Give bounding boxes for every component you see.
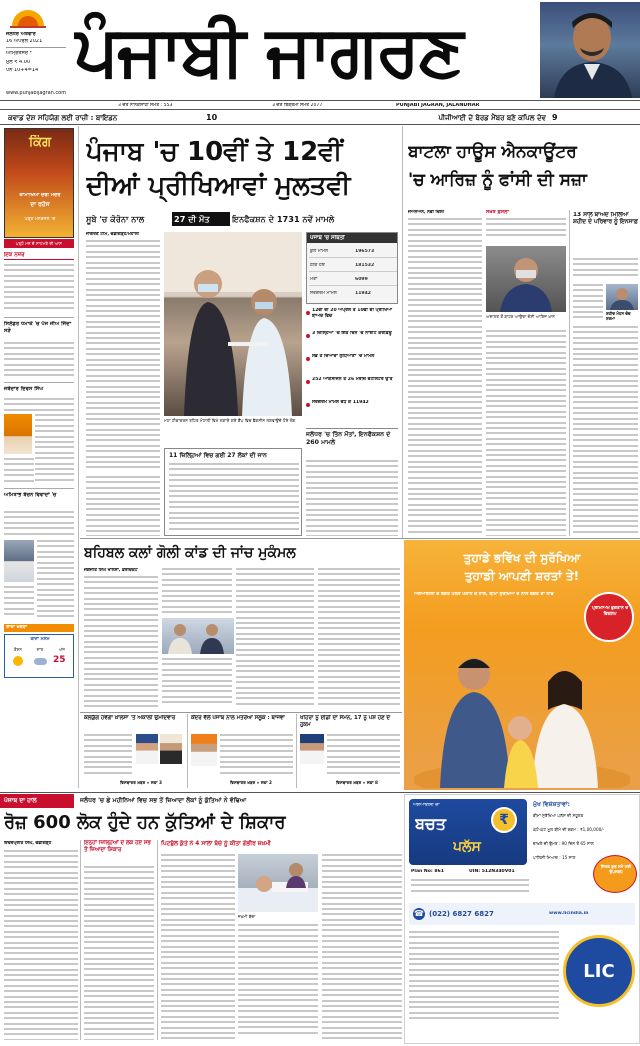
- bottom-sub-2-body-c: [322, 854, 402, 1040]
- plan-number: Plan No: 861: [411, 869, 444, 874]
- left-sidebar: [0, 126, 76, 790]
- bullet-item: [306, 377, 398, 397]
- magazine-ad-footer: [4, 239, 74, 248]
- lead-subhead: [86, 212, 392, 226]
- sidebar-photo-1: [4, 414, 32, 454]
- sub-story-1-continue[interactable]: ਵਿਸਥਾਰਤ ਖ਼ਬਰ » ਸਫ਼ਾ 3: [120, 780, 162, 785]
- contact-row: [409, 903, 635, 925]
- bullet-dot-icon: [306, 357, 310, 361]
- sub-story-1-headline[interactable]: ਕਲਯੁੱਗ ਹੋਵੇਗਾ ਖ਼ਾਲਸਾ 'ਤੇ ਅਕਾਲੀ ਉਮੀਦਵਾਰ: [84, 715, 176, 721]
- bahibal-body-col-2: [162, 568, 232, 616]
- stats-row-2-label: ਠੀਕ ਹੋਏ: [310, 263, 325, 268]
- magazine-ad-title: ਕਿੰਗ: [28, 135, 52, 150]
- lead-photo-caption: ਮਹਾ ਟੀਕਾਕਰਨ ਤਹਿਤ ਮੋਹਾਲੀ ਵਿਖੇ ਲਗਾਏ ਗਏ ਕੈਂਪ ਵਿਚ ਵੈਕਸੀਨ ਲਗਵਾਉਂਦੇ ਹੋਏ ਲੋਕ: [164, 418, 296, 423]
- bottom-body-col-1: [4, 850, 78, 1040]
- bahibal-body-col-3: [236, 568, 314, 708]
- stats-row-4-value: 11942: [355, 291, 371, 296]
- stats-row-4-label: ਸਰਗਰਮ ਮਾਮਲੇ: [310, 291, 337, 296]
- weather-box-label: ਤੀਜਾ ਮੌਸਮ: [30, 637, 50, 642]
- sidebar-brief-1-body: [4, 264, 74, 312]
- hospital-bed-icon: [238, 854, 318, 912]
- city-label: ਅੰਮ੍ਰਿਤਸਰ *: [6, 51, 33, 56]
- feature-item: ਬੀਮਾ ਸੁਰੱਖਿਆ ਪਲੱਸ ਦੀ ਸਹੂਲਤ: [533, 813, 584, 818]
- weather-cloud-icon: [34, 658, 47, 665]
- magazine-ad-sub2: ਦਾ ਰਹੱਸ: [30, 201, 50, 208]
- martyr-inset-name: ਸ਼ਹੀਦ ਮੋਹਨ ਚੰਦ ਸ਼ਰਮਾ: [606, 311, 631, 321]
- bullet-item: [306, 308, 398, 328]
- bahibal-body-col-4: [318, 568, 400, 708]
- plan-name-2: ਪਲੱਸ: [453, 839, 481, 855]
- bullet-item: [306, 331, 398, 351]
- bullet-item: [306, 354, 398, 374]
- sidebar-section-1: [4, 251, 74, 260]
- bullet-dot-icon: [306, 311, 310, 315]
- sub-story-body: [169, 463, 299, 533]
- sidebar-head-2[interactable]: ਜਥੇਦਾਰ ਦਿਵਸ ਸਿੰਘ: [4, 386, 44, 392]
- lic-website[interactable]: www.licindia.in: [549, 911, 589, 916]
- bullet-text: 252 ਆਕਸੀਜਨ ਤੇ 26 ਮਰੀਜ਼ ਵੈਂਟੀਲੇਟਰ ਉੱਤੇ: [312, 377, 393, 382]
- batla-accused-photo: [486, 246, 566, 312]
- sidebar-head-3[interactable]: ਅਮਿਤਾਭ ਬੱਚਨ ਵਿਵਾਦਾਂ 'ਚ: [4, 492, 57, 498]
- stats-row-2-value: 181532: [355, 263, 375, 268]
- stats-row-3-label: ਮੌਤਾਂ: [310, 277, 318, 282]
- teaser-right[interactable]: ਪੀਜੀਆਈ ਦੇ ਬੋਰਡ ਮੈਂਬਰ ਬਣੇ ਕਪਿਲ ਦੇਵ: [438, 114, 546, 122]
- page-count: ਪੰਨੇ 10+4=14: [6, 68, 39, 73]
- martyr-inset-photo: [606, 284, 638, 310]
- website-url[interactable]: www.punjabijagran.com: [6, 91, 67, 96]
- injured-child-photo: [238, 854, 318, 912]
- bullet-item: [306, 400, 398, 420]
- plan-uin: UIN: 512N340V01: [469, 869, 515, 874]
- sidebar-photo-2: [4, 540, 34, 582]
- lic-ad-bottom[interactable]: [404, 794, 640, 1044]
- nanakshahi-date: 3 ਚੇਤ ਨਾਨਕਸ਼ਾਹੀ ਸੰਮਤ : 553: [118, 103, 173, 108]
- rupee-coin-icon: ₹: [491, 807, 517, 833]
- issue-date: 16 ਅਪਰੈਲ 2021: [6, 39, 43, 44]
- sun-logo-icon: [6, 4, 50, 30]
- sub-story-headline[interactable]: 11 ਜ਼ਿਲ੍ਹਿਆਂ ਵਿਚ ਗਈ 27 ਲੋਕਾਂ ਦੀ ਜਾਨ: [169, 452, 267, 459]
- weather-box: [4, 634, 74, 678]
- feature-item: ਦਾਖ਼ਲੇ ਦੀ ਉਮਰ : 90 ਦਿਨ ਤੋਂ 65 ਸਾਲ: [533, 841, 594, 846]
- phone-icon: ☎: [414, 909, 424, 918]
- batla-headline-line-1[interactable]: ਬਾਟਲਾ ਹਾਊਸ ਐਨਕਾਊਂਟਰ: [408, 142, 577, 162]
- weather-row: [7, 647, 73, 675]
- bottom-sub-2-body-b: [238, 924, 318, 1040]
- magazine-ad-footer-text: ਪੜ੍ਹੋ ਮਨ ਦੇ ਸਾਹਮਣੇ ਦੀ ਆਸ: [15, 241, 63, 246]
- weather-temp: 25: [53, 655, 66, 665]
- batla-photo-caption: ਅਦਾਲਤ ਤੋਂ ਬਾਹਰ ਆਉਂਦਾ ਦੋਸ਼ੀ ਆਰਿਜ਼ ਖ਼ਾਨ: [486, 314, 555, 319]
- sidebar-brief-4c-body: [4, 586, 34, 620]
- plan-name-1: ਬਚਤ: [415, 814, 447, 833]
- sidebar-brief-3c-body: [4, 458, 34, 488]
- sub-story-1-body: [84, 734, 132, 778]
- sub-story-3-photo: [300, 734, 324, 764]
- bottom-byline: ਇੰਦਰਪ੍ਰੀਤ ਸਿੰਘ, ਚੰਡੀਗੜ੍ਹ: [4, 841, 52, 846]
- lead-subhead-b: 27 ਦੀ ਮੌਤ: [172, 212, 230, 226]
- bottom-sub-2-headline[interactable]: ਪਿਟਬੁੱਲ ਕੁੱਤੇ ਨੇ 4 ਸਾਲਾ ਬੱਚੇ ਨੂੰ ਕੀਤਾ ਗੰਭੀਰ ਜ਼ਖ਼ਮੀ: [161, 841, 271, 847]
- bullet-text: 12ਵੀਂ ਦੀ 20 ਅਪ੍ਰੈਲ ਤੇ 10ਵੀਂ ਦੀ ਪ੍ਰੀਖਿਆ ਬਾਅਦ ਵਿਚ: [312, 308, 393, 319]
- magazine-ad-sub1: ਕਾਮਾਖਿਆ ਦੇਵੀ ਮੰਦਰ: [19, 193, 61, 198]
- bottom-sub-1-headline[interactable]: ਇਨ੍ਹਾਂ ਜ਼ਿਲ੍ਹਿਆਂ ਦੇ ਲੋਕ ਹੋਏ ਸਭ ਤੋਂ ਜ਼ਿਆਦਾ ਸ਼ਿਕਾਰ: [84, 840, 151, 854]
- lic-logo-text: LIC: [583, 961, 615, 982]
- bachat-plus-logo: [409, 799, 527, 865]
- sub-story-1-photo-a: [136, 734, 158, 764]
- lic-ad-corner-badge: [593, 855, 637, 893]
- lic-ad-badge-text: ਪ੍ਰੀਮੀਅਮ ਭੁਗਤਾਨ ਦੇ ਵਿਕਲਪ: [591, 606, 629, 617]
- plan-desc: [411, 879, 529, 897]
- magazine-ad[interactable]: [4, 128, 74, 238]
- sub-story-2-body: [220, 734, 293, 778]
- batla-side-headline[interactable]: 13 ਸਾਲ ਬਾਅਦ ਮਿਲਿਆ ਸ਼ਹੀਦ ਦੇ ਪਰਿਵਾਰ ਨੂੰ ਇਨਸਾਫ਼: [573, 212, 638, 226]
- lic-ad-body: ਐਲਆਈਸੀ ਦੇ ਬਚਤ ਪਲੱਸ ਪਲਾਨ ਦੇ ਨਾਲ, ਬੀਮਾ ਸੁਰੱਖਿਆ ਦੇ ਨਾਲ ਬਚਤ ਦਾ ਲਾਭ: [414, 592, 554, 597]
- person-portrait-icon: [540, 2, 640, 98]
- lic-ad-fineprint: [409, 931, 559, 1031]
- sub-story-box: [164, 448, 302, 536]
- bahibal-dateline: ਜਗਜੀਤ ਸਿੰਘ ਖਾਲਸਾ, ਫ਼ਰੀਦਕੋਟ: [84, 568, 138, 573]
- injured-child-caption: ਜ਼ਖ਼ਮੀ ਬੱਚਾ: [238, 914, 256, 919]
- bottom-section-label-text: ਪੰਜਾਬ ਦਾ ਹਾਲ: [4, 797, 37, 804]
- covid-stats-row: [309, 260, 397, 272]
- sidebar-brief-3-body: [4, 398, 74, 412]
- sub-story-3-body: [327, 734, 400, 778]
- lead-body-col-1b: [86, 476, 160, 536]
- lic-ad-headline-2: ਤੁਹਾਡੀ ਆਪਣੀ ਸ਼ਰਤਾਂ ਤੇ!: [464, 569, 580, 583]
- teaser-left[interactable]: ਕਵਾਡ ਦੇਸ਼ ਸਹਿਯੋਗ ਲਈ ਰਾਜ਼ੀ : ਬਾਇਡਨ: [8, 114, 118, 122]
- kapil-dev-photo: [540, 2, 640, 98]
- sub-story-2-headline[interactable]: ਕੇਂਦਰ ਵੱਲੋਂ ਪੰਜਾਬ ਨਾਲ ਮਤਰੇਆ ਸਲੂਕ : ਬਾਜਵਾ: [191, 715, 285, 721]
- price-label: ਮੁੱਲ ₹ 4.00: [6, 60, 31, 65]
- sidebar-brief-2-body: [4, 342, 74, 378]
- weather-sun-icon: [13, 656, 23, 666]
- bottom-headline[interactable]: ਰੋਜ਼ 600 ਲੋਕ ਹੁੰਦੇ ਹਨ ਕੁੱਤਿਆਂ ਦੇ ਸ਼ਿਕਾਰ: [4, 812, 286, 833]
- sidebar-section-2-title: ਤਾਜ਼ਾ ਖ਼ਬਰਾਂ: [6, 625, 27, 630]
- lead-subhead-c: ਇਨਫੈਕਸ਼ਨ ਦੇ 1731 ਨਵੇਂ ਮਾਮਲੇ: [232, 214, 335, 224]
- bullet-dot-icon: [306, 403, 310, 407]
- batla-headline-line-2[interactable]: 'ਚ ਆਰਿਜ਼ ਨੂੰ ਫਾਂਸੀ ਦੀ ਸਜ਼ਾ: [408, 170, 587, 190]
- bullet-text: ਸਭ ਤੋਂ ਜ਼ਿਆਦਾ ਲੁਧਿਆਣਾ 'ਚ ਮਾਮਲੇ: [312, 354, 375, 359]
- magazine-ad-tag: ਪੜ੍ਹੋ ਮਨੋਰੰਜਨ 'ਚ: [24, 217, 56, 222]
- lead-dateline: ਜਾਗਰਣ ਟੀਮ, ਚੰਡੀਗੜ੍ਹ/ਮੋਹਾਲੀ: [86, 232, 139, 237]
- sidebar-brief-4b-body: [37, 540, 74, 620]
- sidebar-brief-3b-body: [35, 414, 74, 484]
- sidebar-head-1[interactable]: ਸਿਲੰਡਰ ਧਮਾਕੇ 'ਚ ਪੰਜ ਜੀਅ ਜਿੰਦਾ ਸੜੇ: [4, 321, 72, 334]
- covid-stats-row: [309, 274, 397, 286]
- newspaper-title: ਪੰਜਾਬੀ ਜਾਗਰਣ: [74, 10, 462, 92]
- sub-story-2-continue[interactable]: ਵਿਸਥਾਰਤ ਖ਼ਬਰ » ਸਫ਼ਾ 2: [230, 780, 272, 785]
- lic-ad-top[interactable]: [404, 540, 640, 790]
- batla-body-col-2: [486, 330, 566, 536]
- bullet-text: 3 ਜ਼ਿਲ੍ਹਿਆਂ 'ਚ ਇਕ ਦਿਨ 'ਚ ਨਾਈਟ ਕਰਫ਼ਿਊ: [312, 331, 392, 336]
- newspaper-logo-mark: [6, 4, 50, 30]
- teaser-strip: [0, 111, 640, 125]
- lead-subhead-a: ਸੂਬੇ 'ਚ ਕੋਰੋਨਾ ਨਾਲ: [86, 214, 145, 224]
- batla-dateline: ਜੇਐੱਨਐੱਨ, ਨਵੀਂ ਦਿੱਲੀ: [408, 210, 445, 215]
- bahibal-body-col-2b: [162, 658, 232, 708]
- bullet-dot-icon: [306, 380, 310, 384]
- batla-verdict-tag: ਸਖ਼ਤ ਫ਼ੈਸਲਾ: [486, 210, 509, 215]
- accused-person-icon: [486, 246, 566, 312]
- covid-stats-box: [306, 232, 398, 304]
- weather-col-2: ਸ਼ਾਂਤ: [36, 647, 44, 652]
- lead-body-col-1: [86, 240, 160, 472]
- batla-side-body-c: [573, 326, 638, 536]
- sub-story-3-continue[interactable]: ਵਿਸਥਾਰਤ ਖ਼ਬਰ » ਸਫ਼ਾ 8: [336, 780, 378, 785]
- lead-headline-line-1[interactable]: ਪੰਜਾਬ 'ਚ 10ਵੀਂ ਤੇ 12ਵੀਂ: [86, 137, 343, 167]
- officials-group-icon: [162, 618, 234, 654]
- bullet-text: ਸਰਗਰਮ ਮਾਮਲੇ ਵੱਧ ਕੇ 11942: [312, 400, 369, 405]
- stats-row-1-label: ਕੁੱਲ ਮਾਮਲੇ: [310, 249, 329, 254]
- lic-ad-headline-1: ਤੁਹਾਡੇ ਭਵਿੱਖ ਦੀ ਸੁਰੱਖਿਆ: [463, 551, 581, 565]
- weather-col-1: ਰੌਸ਼ਨ: [13, 647, 22, 652]
- lead-headline-line-2[interactable]: ਦੀਆਂ ਪ੍ਰੀਖਿਆਵਾਂ ਮੁਲਤਵੀ: [86, 171, 351, 201]
- batla-verdict-bullets: [486, 218, 566, 242]
- batla-body-col-1: [408, 218, 482, 536]
- edition-label: ਜਲੰਧਰ ਐਤਵਾਰ: [6, 32, 36, 37]
- bottom-section-label: [0, 794, 74, 808]
- bullet-dot-icon: [306, 334, 310, 338]
- lead-bullet-list: [306, 308, 398, 426]
- stats-row-1-value: 196573: [355, 249, 375, 254]
- lead-vaccination-photo: [164, 232, 302, 416]
- sidebar-section-1-title: ਇਕ ਨਜ਼ਰ: [4, 252, 25, 258]
- lic-logo: [563, 935, 635, 1007]
- batla-side-body-a: [573, 258, 638, 282]
- teaser-right-page: 9: [552, 113, 558, 122]
- bahibal-headline[interactable]: ਬਹਿਬਲ ਕਲਾਂ ਗੋਲੀ ਕਾਂਡ ਦੀ ਜਾਂਚ ਮੁਕੰਮਲ: [84, 545, 296, 561]
- publisher-name: PUNJABI JAGRAN, JALANDHAR: [396, 103, 480, 108]
- features-title: ਮੁੱਖ ਵਿਸ਼ੇਸ਼ਤਾਵਾਂ:: [533, 801, 570, 808]
- officer-portrait-icon: [606, 284, 638, 310]
- bahibal-body-col-1: [84, 576, 158, 708]
- bottom-sub-1-body: [84, 866, 154, 1040]
- stats-row-3-value: 6099: [355, 277, 368, 282]
- sidebar-section-2: [4, 624, 74, 632]
- weather-col-3: ਅੱਜ: [58, 647, 66, 652]
- covid-stats-title: ਪੰਜਾਬ 'ਚ ਸਥਿਤੀ: [310, 235, 345, 241]
- sub-story-1-photo-b: [160, 734, 182, 764]
- jalandhar-covid-headline[interactable]: ਜਲੰਧਰ 'ਚ ਤਿੰਨ ਮੌਤਾਂ, ਇਨਫੈਕਸ਼ਨ ਦੇ 260 ਮਾਮਲੇ: [306, 431, 391, 446]
- bottom-sub-2-body-a: [161, 854, 235, 1040]
- covid-stats-row: [309, 288, 397, 300]
- bottom-kicker: ਜਲੰਧਰ 'ਚ ਛੇ ਮਹੀਨਿਆਂ ਵਿਚ ਸਭ ਤੋਂ ਜ਼ਿਆਦਾ ਲੋਕਾਂ ਨੂੰ ਕੁੱਤਿਆਂ ਨੇ ਵੱਢਿਆ: [80, 797, 247, 804]
- vaccination-scene-icon: [164, 232, 302, 416]
- calendar-strip: [0, 100, 640, 110]
- feature-item: ਪਾਲਿਸੀ ਮਿਆਦ : 15 ਸਾਲ: [533, 855, 576, 860]
- covid-stats-row: [309, 246, 397, 258]
- teaser-left-page: 10: [206, 113, 218, 122]
- jalandhar-covid-body: [306, 460, 398, 536]
- masthead: [0, 0, 640, 100]
- family-illustration-icon: [414, 630, 630, 788]
- feature-item: ਘੱਟੋ-ਘੱਟ ਮੂਲ ਬੀਮੇ ਦੀ ਰਕਮ : ₹1,00,000/-: [533, 827, 605, 832]
- bikrami-date: 3 ਚੇਤ ਬਿਕ੍ਰਮੀ ਸੰਮਤ 2077: [272, 103, 323, 108]
- sidebar-brief-4-body: [4, 511, 74, 539]
- plan-of-label: ਐਲਆਈਸੀ ਦਾ: [413, 803, 440, 808]
- lic-ad-corner-text: ਸਿਰਫ਼ ਕੁਝ ਸਮੇਂ ਲਈ ਉਪਲਬਧ: [600, 864, 632, 874]
- bahibal-photo: [162, 618, 234, 654]
- batla-side-body-b: [573, 284, 603, 324]
- sub-story-2-photo: [191, 734, 217, 766]
- lic-phone[interactable]: (022) 6827 6827: [429, 910, 494, 918]
- sub-story-3-headline[interactable]: ਖਹਿਰਾ ਨੂੰ ਈਡੀ ਦਾ ਸੰਮਨ, 17 ਨੂੰ ਪੇਸ਼ ਹੋਣ ਦੇ ਹੁਕਮ: [300, 715, 390, 729]
